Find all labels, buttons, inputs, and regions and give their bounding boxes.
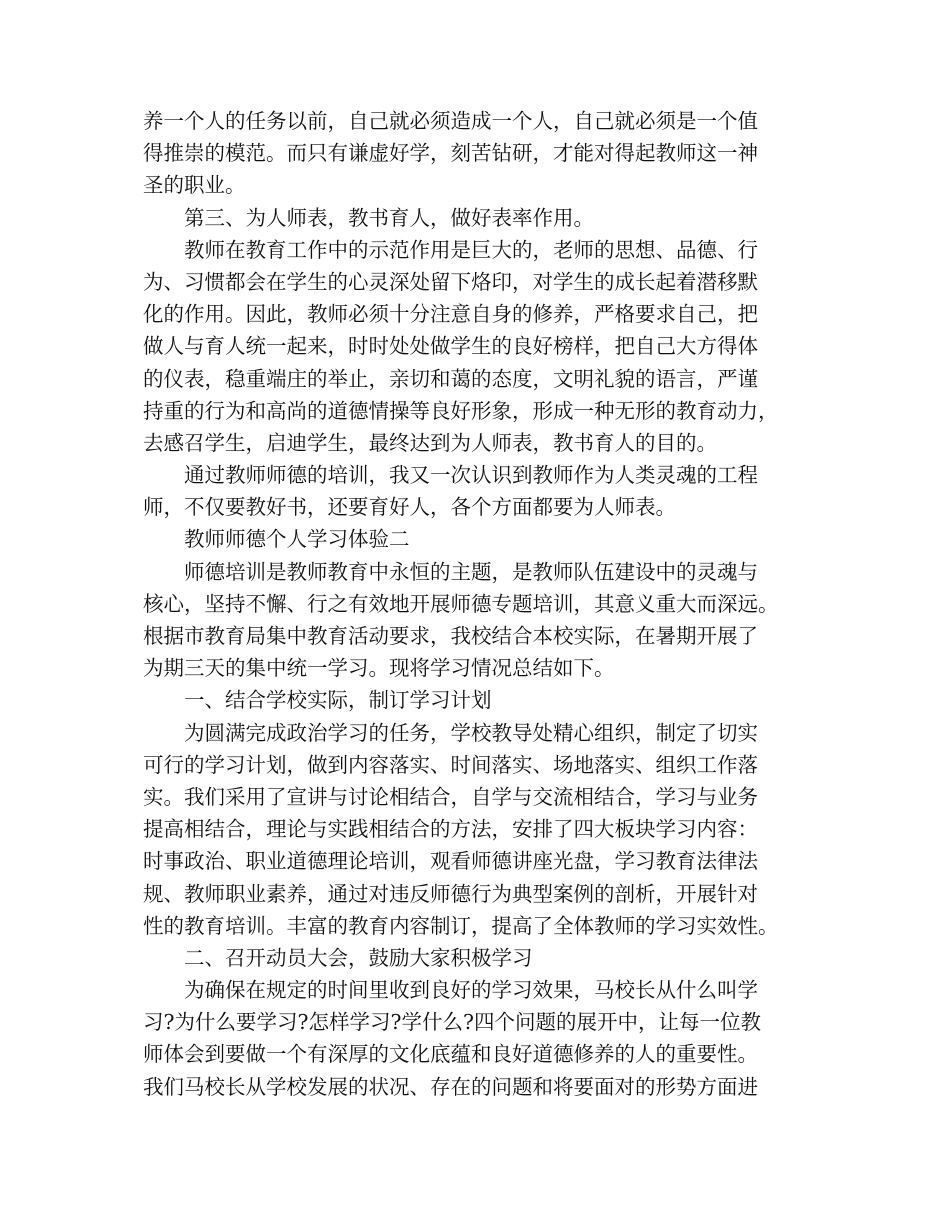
text-line: 为、习惯都会在学生的心灵深处留下烙印，对学生的成长起着潜移默 xyxy=(143,269,758,294)
text-line: 化的作用。因此，教师必须十分注意自身的修养，严格要求自己，把 xyxy=(143,302,758,327)
text-line: 做人与育人统一起来，时时处处做学生的良好榜样，把自己大方得体 xyxy=(143,334,758,359)
text-line: 可行的学习计划，做到内容落实、时间落实、场地落实、组织工作落 xyxy=(143,752,758,777)
body-text xyxy=(143,105,843,1103)
section-heading-3: 第三、为人师表，教书育人，做好表率作用。 xyxy=(184,205,594,230)
text-line: 师体会到要做一个有深厚的文化底蕴和良好道德修养的人的重要性。 xyxy=(143,1042,758,1067)
text-line: 习?为什么要学习?怎样学习?学什么?四个问题的展开中，让每一位教 xyxy=(143,1010,761,1035)
text-line: 教师在教育工作中的示范作用是巨大的，老师的思想、品德、行 xyxy=(184,237,758,262)
text-line: 规、教师职业素养，通过对违反师德行为典型案例的剖析，开展针对 xyxy=(143,881,758,906)
text-line: 核心，坚持不懈、行之有效地开展师德专题培训，其意义重大而深远。 xyxy=(143,591,779,616)
text-line: 养一个人的任务以前，自己就必须造成一个人，自己就必须是一个值 xyxy=(143,109,758,133)
text-line: 圣的职业。 xyxy=(143,173,246,198)
text-line: 时事政治、职业道德理论培训，观看师德讲座光盘，学习教育法律法 xyxy=(143,849,758,874)
section-heading-1: 一、结合学校实际，制订学习计划 xyxy=(184,688,492,713)
text-line: 为确保在规定的时间里收到良好的学习效果，马校长从什么叫学 xyxy=(184,978,758,1003)
text-line: 我们马校长从学校发展的状况、存在的问题和将要面对的形势方面进 xyxy=(143,1074,758,1099)
text-line: 为圆满完成政治学习的任务，学校教导处精心组织，制定了切实 xyxy=(184,720,758,745)
text-line: 实。我们采用了宣讲与讨论相结合，自学与交流相结合，学习与业务 xyxy=(143,784,758,809)
section-heading-2: 二、召开动员大会，鼓励大家积极学习 xyxy=(184,945,533,970)
text-line: 师德培训是教师教育中永恒的主题，是教师队伍建设中的灵魂与 xyxy=(184,559,758,584)
text-line: 为期三天的集中统一学习。现将学习情况总结如下。 xyxy=(143,656,615,681)
text-line: 得推崇的模范。而只有谦虚好学，刻苦钻研，才能对得起教师这一神 xyxy=(143,141,758,166)
text-line: 持重的行为和高尚的道德情操等良好形象，形成一种无形的教育动力， xyxy=(143,398,779,423)
text-line: 提高相结合，理论与实践相结合的方法，安排了四大板块学习内容： xyxy=(143,817,758,842)
text-line: 去感召学生，启迪学生，最终达到为人师表，教书育人的目的。 xyxy=(143,430,717,455)
document-subtitle: 教师师德个人学习体验二 xyxy=(184,527,410,552)
text-line: 根据市教育局集中教育活动要求，我校结合本校实际，在暑期开展了 xyxy=(143,624,758,648)
text-line: 师，不仅要教好书，还要育好人，各个方面都要为人师表。 xyxy=(143,495,676,520)
text-line: 性的教育培训。丰富的教育内容制订，提高了全体教师的学习实效性。 xyxy=(143,913,779,938)
text-line: 的仪表，稳重端庄的举止，亲切和蔼的态度，文明礼貌的语言，严谨 xyxy=(143,366,758,391)
text-line: 通过教师师德的培训，我又一次认识到教师作为人类灵魂的工程 xyxy=(184,463,758,488)
